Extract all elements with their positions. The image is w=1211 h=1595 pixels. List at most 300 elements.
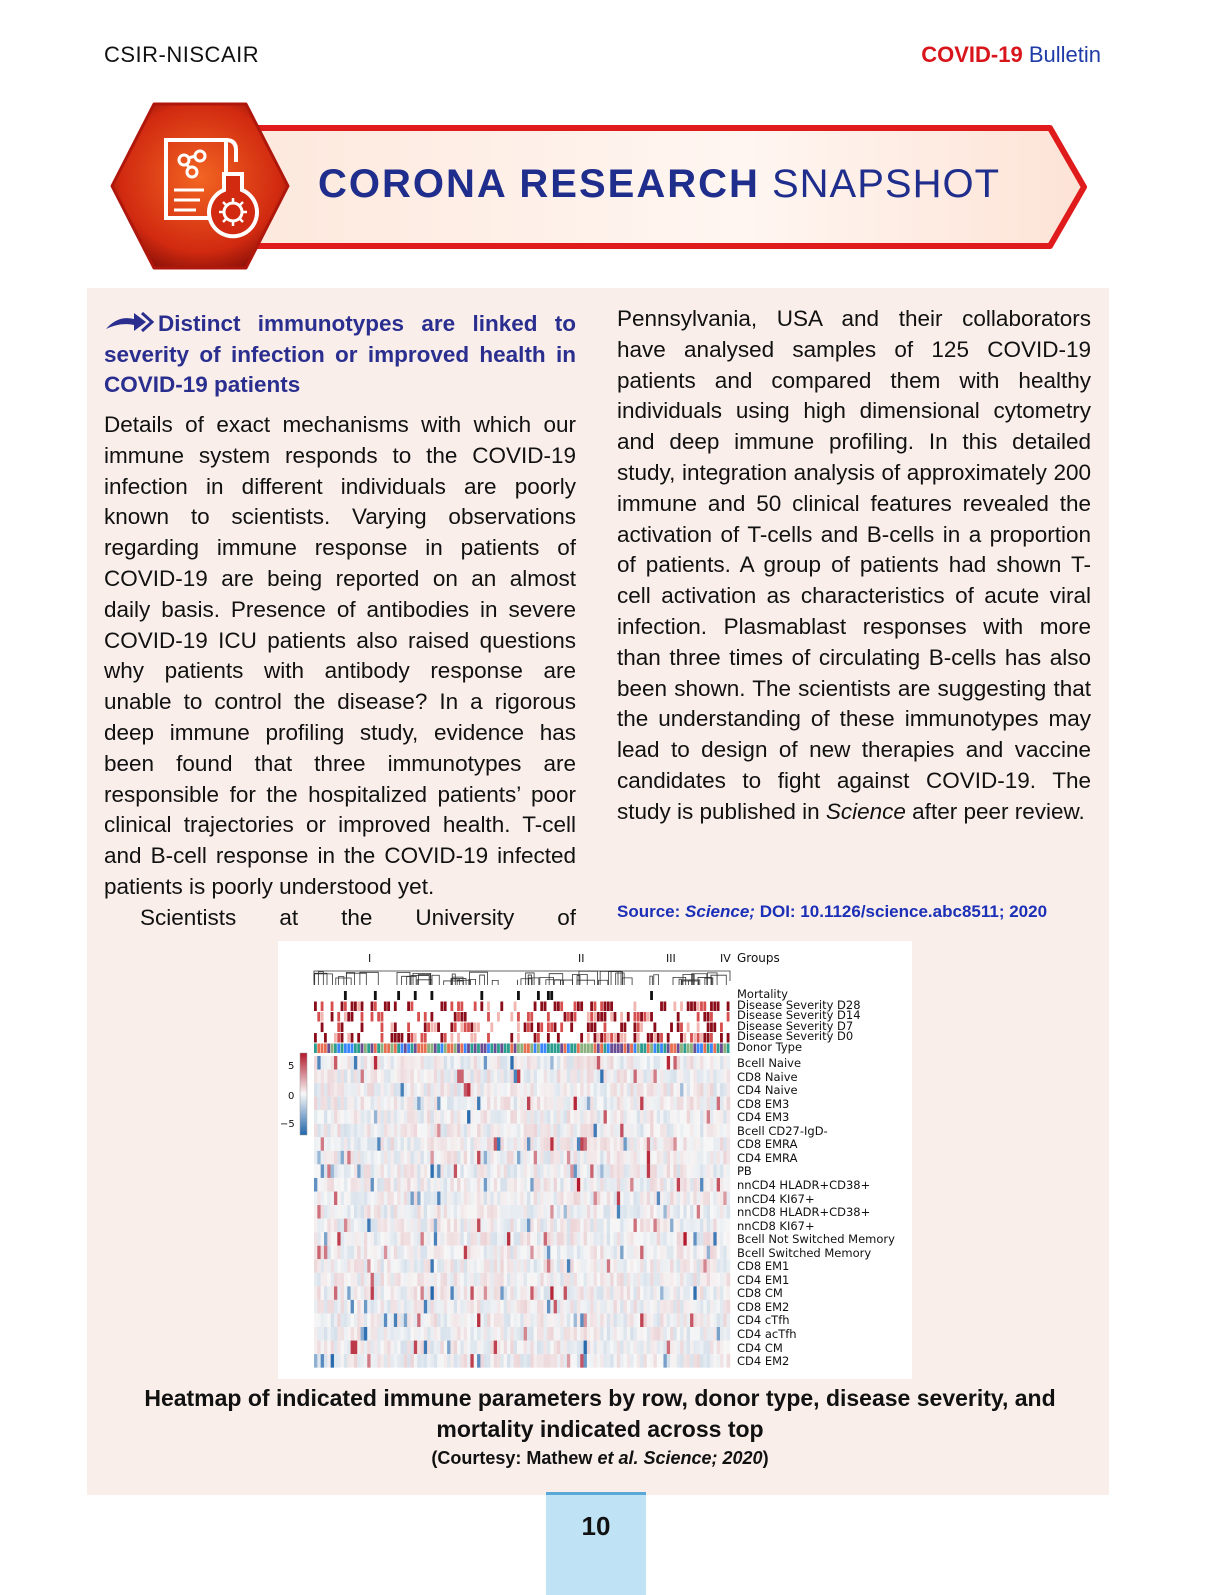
heatmap-cell bbox=[314, 1232, 318, 1246]
heatmap-cell bbox=[643, 1178, 647, 1192]
heatmap-cell bbox=[434, 1192, 438, 1206]
heatmap-cell bbox=[444, 1070, 448, 1084]
heatmap-cell bbox=[537, 1205, 541, 1219]
heatmap-cell bbox=[391, 1056, 395, 1070]
heatmap-cell bbox=[414, 1192, 418, 1206]
heatmap-cell bbox=[690, 1354, 694, 1368]
heatmap-cell bbox=[537, 1137, 541, 1151]
heatmap-cell bbox=[364, 1232, 368, 1246]
heatmap-cell bbox=[497, 1056, 501, 1070]
heatmap-cell bbox=[650, 1151, 654, 1165]
annotation-cell bbox=[584, 1044, 587, 1054]
heatmap-cell bbox=[331, 1164, 335, 1178]
heatmap-cell bbox=[464, 1178, 468, 1192]
heatmap-cell bbox=[454, 1300, 458, 1314]
heatmap-cell bbox=[727, 1070, 731, 1084]
heatmap-cell bbox=[713, 1327, 717, 1341]
heatmap-cell bbox=[341, 1192, 345, 1206]
heatmap-cell bbox=[404, 1232, 408, 1246]
heatmap-cell bbox=[647, 1341, 651, 1355]
heatmap-cell bbox=[494, 1164, 498, 1178]
heatmap-cell bbox=[460, 1178, 464, 1192]
heatmap-cell bbox=[417, 1327, 421, 1341]
heatmap-cell bbox=[371, 1164, 375, 1178]
heatmap-cell bbox=[577, 1192, 581, 1206]
heatmap-cell bbox=[607, 1232, 611, 1246]
heatmap-cell bbox=[377, 1246, 381, 1260]
heatmap-cell bbox=[697, 1192, 701, 1206]
heatmap-cell bbox=[643, 1327, 647, 1341]
heatmap-cell bbox=[663, 1192, 667, 1206]
heatmap-cell bbox=[347, 1110, 351, 1124]
heatmap-cell bbox=[604, 1151, 608, 1165]
heatmap-cell bbox=[643, 1110, 647, 1124]
heatmap-cell bbox=[427, 1124, 431, 1138]
heatmap-cell bbox=[440, 1354, 444, 1368]
heatmap-cell bbox=[607, 1056, 611, 1070]
heatmap-cell bbox=[697, 1219, 701, 1233]
heatmap-cell bbox=[524, 1341, 528, 1355]
heatmap-cell bbox=[500, 1124, 504, 1138]
heatmap-cell bbox=[557, 1097, 561, 1111]
heatmap-cell bbox=[564, 1110, 568, 1124]
annotation-cell bbox=[570, 1044, 573, 1054]
heatmap-cell bbox=[321, 1083, 325, 1097]
heatmap-cell bbox=[457, 1137, 461, 1151]
heatmap-cell bbox=[534, 1327, 538, 1341]
heatmap-cell bbox=[723, 1124, 727, 1138]
heatmap-cell bbox=[600, 1205, 604, 1219]
heatmap-cell bbox=[464, 1327, 468, 1341]
annotation-cell bbox=[480, 991, 483, 1000]
heatmap-cell bbox=[367, 1137, 371, 1151]
heatmap-cell bbox=[507, 1164, 511, 1178]
heatmap-cell bbox=[727, 1137, 731, 1151]
heatmap-cell bbox=[344, 1137, 348, 1151]
heatmap-cell bbox=[614, 1205, 618, 1219]
heatmap-cell bbox=[440, 1124, 444, 1138]
heatmap-cell bbox=[554, 1341, 558, 1355]
heatmap-cell bbox=[663, 1164, 667, 1178]
heatmap-cell bbox=[314, 1083, 318, 1097]
annotation-cell bbox=[537, 1033, 540, 1043]
heatmap-cell bbox=[564, 1246, 568, 1260]
heatmap-cell bbox=[620, 1246, 624, 1260]
heatmap-cell bbox=[374, 1300, 378, 1314]
heatmap-cell bbox=[620, 1056, 624, 1070]
heatmap-cell bbox=[427, 1327, 431, 1341]
heatmap-cell bbox=[341, 1056, 345, 1070]
heatmap-cell bbox=[697, 1056, 701, 1070]
annotation-cell bbox=[697, 1023, 700, 1033]
annotation-cell bbox=[517, 991, 520, 1000]
heatmap-cell bbox=[673, 1205, 677, 1219]
heatmap-cell bbox=[710, 1286, 714, 1300]
heatmap-cell bbox=[550, 1056, 554, 1070]
heatmap-cell bbox=[633, 1246, 637, 1260]
annotation-cell bbox=[723, 1044, 726, 1054]
heatmap-cell bbox=[334, 1097, 338, 1111]
annotation-cell bbox=[464, 1044, 467, 1054]
journal-name: Science bbox=[825, 798, 906, 824]
heatmap-cell bbox=[650, 1097, 654, 1111]
heatmap-cell bbox=[627, 1354, 631, 1368]
heatmap-cell bbox=[663, 1300, 667, 1314]
heatmap-cell bbox=[540, 1151, 544, 1165]
heatmap-cell bbox=[351, 1110, 355, 1124]
heatmap-cell bbox=[470, 1232, 474, 1246]
heatmap-cell bbox=[384, 1164, 388, 1178]
heatmap-cell bbox=[480, 1327, 484, 1341]
heatmap-cell bbox=[717, 1056, 721, 1070]
heatmap-cell bbox=[584, 1124, 588, 1138]
heatmap-cell bbox=[700, 1178, 704, 1192]
heatmap-cell bbox=[547, 1164, 551, 1178]
heatmap-cell bbox=[361, 1137, 365, 1151]
heatmap-cell bbox=[534, 1097, 538, 1111]
heatmap-cell bbox=[594, 1083, 598, 1097]
heatmap-cell bbox=[550, 1219, 554, 1233]
heatmap-cell bbox=[457, 1151, 461, 1165]
heatmap-cell bbox=[584, 1083, 588, 1097]
heatmap-cell bbox=[470, 1164, 474, 1178]
heatmap-cell bbox=[660, 1164, 664, 1178]
heatmap-cell bbox=[624, 1164, 628, 1178]
heatmap-cell bbox=[490, 1164, 494, 1178]
heatmap-cell bbox=[643, 1070, 647, 1084]
heatmap-cell bbox=[480, 1246, 484, 1260]
heatmap-cell bbox=[397, 1124, 401, 1138]
heatmap-cell bbox=[331, 1151, 335, 1165]
heatmap-cell bbox=[444, 1097, 448, 1111]
heatmap-cell bbox=[407, 1137, 411, 1151]
heatmap-cell bbox=[411, 1178, 415, 1192]
heatmap-cell bbox=[317, 1354, 321, 1368]
heatmap-cell bbox=[547, 1273, 551, 1287]
heatmap-cell bbox=[397, 1219, 401, 1233]
heatmap-cell bbox=[520, 1300, 524, 1314]
heatmap-cell bbox=[607, 1205, 611, 1219]
annotation-cell bbox=[321, 1023, 324, 1033]
annotation-cell bbox=[693, 1044, 696, 1054]
annotation-cell bbox=[381, 1044, 384, 1054]
heatmap-cell bbox=[550, 1137, 554, 1151]
heatmap-cell bbox=[564, 1273, 568, 1287]
heatmap-cell bbox=[600, 1219, 604, 1233]
heatmap-cell bbox=[547, 1124, 551, 1138]
heatmap-cell bbox=[507, 1219, 511, 1233]
heatmap-cell bbox=[633, 1164, 637, 1178]
heatmap-cell bbox=[460, 1300, 464, 1314]
heatmap-cell bbox=[647, 1205, 651, 1219]
heatmap-cell bbox=[617, 1300, 621, 1314]
bulletin-word: Bulletin bbox=[1022, 42, 1101, 67]
heatmap-cell bbox=[414, 1354, 418, 1368]
annotation-cell bbox=[594, 1023, 597, 1033]
heatmap-cell bbox=[354, 1070, 358, 1084]
heatmap-cell bbox=[314, 1137, 318, 1151]
heatmap-cell bbox=[421, 1313, 425, 1327]
heatmap-cell bbox=[484, 1246, 488, 1260]
heatmap-cell bbox=[627, 1192, 631, 1206]
annotation-cell bbox=[377, 1012, 380, 1022]
heatmap-cell bbox=[401, 1124, 405, 1138]
heatmap-cell bbox=[650, 1286, 654, 1300]
heatmap-cell bbox=[633, 1205, 637, 1219]
heatmap-cell bbox=[357, 1286, 361, 1300]
heatmap-cell bbox=[683, 1354, 687, 1368]
heatmap-cell bbox=[484, 1327, 488, 1341]
heatmap-cell bbox=[690, 1110, 694, 1124]
heatmap-cell bbox=[484, 1192, 488, 1206]
heatmap-cell bbox=[397, 1313, 401, 1327]
heatmap-cell bbox=[723, 1232, 727, 1246]
heatmap-cell bbox=[610, 1124, 614, 1138]
heatmap-cell bbox=[710, 1083, 714, 1097]
annotation-cell bbox=[397, 1044, 400, 1054]
heatmap-cell bbox=[401, 1083, 405, 1097]
heatmap-cell bbox=[703, 1110, 707, 1124]
heatmap-cell bbox=[457, 1341, 461, 1355]
heatmap-cell bbox=[460, 1097, 464, 1111]
heatmap-cell bbox=[374, 1327, 378, 1341]
heatmap-cell bbox=[337, 1246, 341, 1260]
heatmap-cell bbox=[597, 1137, 601, 1151]
heatmap-cell bbox=[497, 1219, 501, 1233]
annotation-cell bbox=[317, 1044, 320, 1054]
heatmap-cell bbox=[590, 1232, 594, 1246]
heatmap-cell bbox=[417, 1110, 421, 1124]
heatmap-cell bbox=[627, 1137, 631, 1151]
heatmap-cell bbox=[653, 1070, 657, 1084]
heatmap-cell bbox=[361, 1083, 365, 1097]
heatmap-cell bbox=[367, 1259, 371, 1273]
heatmap-cell bbox=[387, 1205, 391, 1219]
heatmap-cell bbox=[577, 1232, 581, 1246]
heatmap-cell bbox=[727, 1178, 731, 1192]
heatmap-cell bbox=[411, 1232, 415, 1246]
annotation-cell bbox=[497, 1044, 500, 1054]
heatmap-cell bbox=[411, 1124, 415, 1138]
heatmap-cell bbox=[450, 1273, 454, 1287]
heatmap-cell bbox=[357, 1313, 361, 1327]
annotation-cell bbox=[693, 1002, 696, 1012]
heatmap-cell bbox=[317, 1313, 321, 1327]
heatmap-cell bbox=[537, 1341, 541, 1355]
heatmap-cell bbox=[690, 1273, 694, 1287]
heatmap-cell bbox=[494, 1327, 498, 1341]
heatmap-cell bbox=[667, 1300, 671, 1314]
heatmap-cell bbox=[497, 1205, 501, 1219]
heatmap-cell bbox=[364, 1300, 368, 1314]
heatmap-cell bbox=[464, 1232, 468, 1246]
heatmap-cell bbox=[454, 1070, 458, 1084]
row-label: CD8 EM1 bbox=[737, 1259, 790, 1274]
heatmap-cell bbox=[407, 1232, 411, 1246]
heatmap-cell bbox=[673, 1083, 677, 1097]
heatmap-cell bbox=[467, 1137, 471, 1151]
heatmap-cell bbox=[447, 1354, 451, 1368]
heatmap-cell bbox=[673, 1232, 677, 1246]
heatmap-cell bbox=[707, 1137, 711, 1151]
heatmap-cell bbox=[650, 1137, 654, 1151]
heatmap-cell bbox=[317, 1219, 321, 1233]
heatmap-cell bbox=[577, 1313, 581, 1327]
heatmap-cell bbox=[474, 1178, 478, 1192]
heatmap-cell bbox=[321, 1205, 325, 1219]
heatmap-cell bbox=[647, 1354, 651, 1368]
heatmap-cell bbox=[614, 1178, 618, 1192]
heatmap-cell bbox=[527, 1205, 531, 1219]
heatmap-cell bbox=[447, 1300, 451, 1314]
heatmap-cell bbox=[537, 1110, 541, 1124]
heatmap-cell bbox=[554, 1083, 558, 1097]
heatmap-cell bbox=[514, 1354, 518, 1368]
right-paragraph-end: after peer review. bbox=[905, 798, 1085, 824]
heatmap-cell bbox=[707, 1273, 711, 1287]
heatmap-cell bbox=[450, 1070, 454, 1084]
heatmap-cell bbox=[717, 1178, 721, 1192]
heatmap-cell bbox=[504, 1056, 508, 1070]
heatmap-cell bbox=[697, 1151, 701, 1165]
heatmap-cell bbox=[334, 1151, 338, 1165]
heatmap-cell bbox=[387, 1313, 391, 1327]
heatmap-cell bbox=[470, 1070, 474, 1084]
track-label: Disease Severity D7 bbox=[737, 1018, 854, 1033]
heatmap-cell bbox=[547, 1232, 551, 1246]
heatmap-cell bbox=[534, 1192, 538, 1206]
heatmap-cell bbox=[590, 1205, 594, 1219]
heatmap-cell bbox=[437, 1327, 441, 1341]
heatmap-cell bbox=[480, 1205, 484, 1219]
heatmap-cell bbox=[567, 1259, 571, 1273]
heatmap-cell bbox=[450, 1246, 454, 1260]
heatmap-cell bbox=[517, 1327, 521, 1341]
heatmap-cell bbox=[477, 1164, 481, 1178]
heatmap-cell bbox=[314, 1354, 318, 1368]
heatmap-cell bbox=[424, 1205, 428, 1219]
heatmap-cell bbox=[637, 1341, 641, 1355]
heatmap-cell bbox=[720, 1137, 724, 1151]
heatmap-cell bbox=[703, 1313, 707, 1327]
heatmap-cell bbox=[344, 1246, 348, 1260]
heatmap-cell bbox=[713, 1151, 717, 1165]
heatmap-cell bbox=[594, 1137, 598, 1151]
heatmap-cell bbox=[657, 1070, 661, 1084]
heatmap-cell bbox=[464, 1219, 468, 1233]
annotation-cell bbox=[727, 1044, 730, 1054]
heatmap-cell bbox=[630, 1070, 634, 1084]
heatmap-cell bbox=[510, 1164, 514, 1178]
heatmap-cell bbox=[361, 1354, 365, 1368]
heatmap-cell bbox=[567, 1151, 571, 1165]
heatmap-cell bbox=[341, 1164, 345, 1178]
heatmap-cell bbox=[487, 1205, 491, 1219]
heatmap-cell bbox=[580, 1192, 584, 1206]
heatmap-cell bbox=[640, 1259, 644, 1273]
annotation-cell bbox=[653, 1023, 656, 1033]
heatmap-cell bbox=[321, 1178, 325, 1192]
heatmap-cell bbox=[587, 1178, 591, 1192]
heatmap-cell bbox=[710, 1151, 714, 1165]
heatmap-cell bbox=[663, 1341, 667, 1355]
heatmap-cell bbox=[574, 1219, 578, 1233]
heatmap-cell bbox=[614, 1056, 618, 1070]
heatmap-cell bbox=[371, 1083, 375, 1097]
heatmap-cell bbox=[434, 1232, 438, 1246]
heatmap-cell bbox=[710, 1097, 714, 1111]
heatmap-cell bbox=[414, 1341, 418, 1355]
heatmap-cell bbox=[524, 1192, 528, 1206]
heatmap-cell bbox=[604, 1164, 608, 1178]
heatmap-cell bbox=[470, 1219, 474, 1233]
heatmap-cell bbox=[404, 1164, 408, 1178]
heatmap-cell bbox=[460, 1192, 464, 1206]
heatmap-cell bbox=[341, 1313, 345, 1327]
heatmap-cell bbox=[594, 1341, 598, 1355]
heatmap-cell bbox=[447, 1083, 451, 1097]
heatmap-cell bbox=[324, 1192, 328, 1206]
heatmap-cell bbox=[723, 1137, 727, 1151]
heatmap-cell bbox=[424, 1286, 428, 1300]
heatmap-cell bbox=[580, 1110, 584, 1124]
heatmap-cell bbox=[534, 1219, 538, 1233]
heatmap-cell bbox=[394, 1192, 398, 1206]
annotation-cell bbox=[633, 1033, 636, 1043]
heatmap-cell bbox=[717, 1232, 721, 1246]
heatmap-cell bbox=[474, 1151, 478, 1165]
heatmap-cell bbox=[633, 1300, 637, 1314]
heatmap-cell bbox=[351, 1070, 355, 1084]
heatmap-cell bbox=[670, 1137, 674, 1151]
heatmap-cell bbox=[630, 1259, 634, 1273]
heatmap-cell bbox=[464, 1246, 468, 1260]
heatmap-cell bbox=[364, 1205, 368, 1219]
heatmap-cell bbox=[487, 1286, 491, 1300]
heatmap-cell bbox=[607, 1354, 611, 1368]
heatmap-cell bbox=[673, 1300, 677, 1314]
heatmap-cell bbox=[421, 1232, 425, 1246]
annotation-cell bbox=[574, 1012, 577, 1022]
heatmap-cell bbox=[321, 1097, 325, 1111]
heatmap-cell bbox=[470, 1110, 474, 1124]
annotation-cell bbox=[357, 1002, 360, 1012]
heatmap-cell bbox=[673, 1164, 677, 1178]
annotation-cell bbox=[487, 1044, 490, 1054]
heatmap-cell bbox=[697, 1205, 701, 1219]
heatmap-cell bbox=[404, 1083, 408, 1097]
heatmap-cell bbox=[354, 1341, 358, 1355]
heatmap-cell bbox=[351, 1097, 355, 1111]
heatmap-cell bbox=[484, 1137, 488, 1151]
heatmap-cell bbox=[584, 1097, 588, 1111]
heatmap-cell bbox=[640, 1070, 644, 1084]
heatmap-cell bbox=[600, 1178, 604, 1192]
heatmap-cell bbox=[391, 1259, 395, 1273]
heatmap-cell bbox=[404, 1178, 408, 1192]
heatmap-cell bbox=[707, 1286, 711, 1300]
row-label: CD4 CM bbox=[737, 1340, 783, 1355]
heatmap-cell bbox=[317, 1232, 321, 1246]
heatmap-cell bbox=[317, 1110, 321, 1124]
heatmap-cell bbox=[351, 1164, 355, 1178]
left-continuation: Scientists at the University of bbox=[140, 904, 576, 930]
annotation-cell bbox=[411, 1002, 414, 1012]
heatmap-cell bbox=[683, 1273, 687, 1287]
heatmap-cell bbox=[490, 1341, 494, 1355]
heatmap-cell bbox=[653, 1259, 657, 1273]
heatmap-cell bbox=[344, 1313, 348, 1327]
